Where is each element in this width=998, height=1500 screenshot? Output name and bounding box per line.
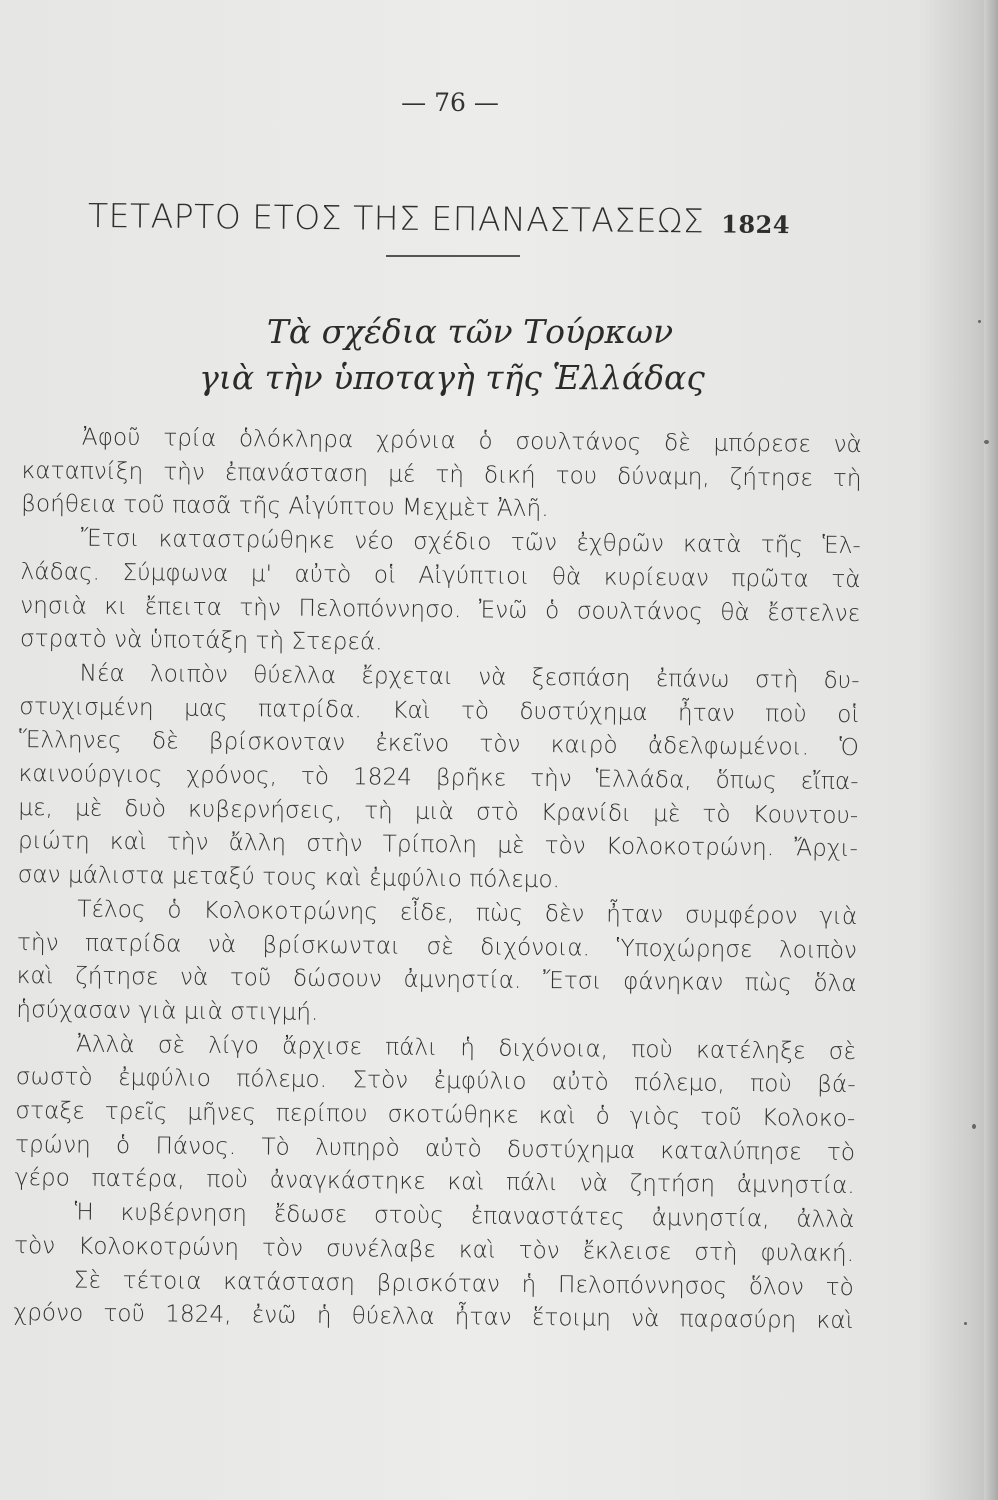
body-line: Σὲ τέτοια κατάσταση βρισκόταν ἡ Πελοπόννησος ὅλον τὸ <box>73 1266 854 1301</box>
body-line: τρώνη ὁ Πάνος. Τὸ λυπηρὸ αὐτὸ δυστύχημα καταλύπησε τὸ <box>14 1130 856 1166</box>
body-line: βοήθεια τοῦ πασᾶ τῆς Αἰγύπτου Μεχμὲτ Ἀλῆ. <box>21 490 549 523</box>
body-line: γέρο πατέρα, ποὺ ἀναγκάστηκε καὶ πάλι νὰ ζητήση ἀμνηστία. <box>14 1164 855 1200</box>
body-line: ριώτη καὶ τὴν ἄλλη στὴν Τρίπολη μὲ τὸν Κολοκοτρώνη. Ἄρχι- <box>17 827 859 863</box>
body-line: στρατὸ νὰ ὑποτάξη τὴ Στερεά. <box>19 625 383 656</box>
body-line: στυχισμένη μας πατρίδα. Καὶ τὸ δυστύχημα ἦταν ποὺ οἱ <box>19 692 860 728</box>
paper-speck <box>984 440 989 444</box>
chapter-heading <box>88 196 848 242</box>
body-line: με, μὲ δυὸ κυβερνήσεις, τὴ μιὰ στὸ Κρανίδι μὲ τὸ Κουντου- <box>18 793 859 829</box>
body-line: Ἕλληνες δὲ βρίσκονταν ἐκεῖνο τὸν καιρὸ ἀδελφωμένοι. Ὁ <box>18 726 860 762</box>
body-line: χρόνο τοῦ 1824, ἐνῶ ἡ θύελλα ἦταν ἕτοιμη νὰ παρασύρη καὶ <box>13 1299 854 1335</box>
body-line: τὸν Κολοκοτρώνη τὸν συνέλαβε καὶ τὸν ἔκλεισε στὴ φυλακή. <box>13 1231 855 1267</box>
paper-speck <box>964 1322 967 1325</box>
chapter-heading-text: ΤΕΤΑΡΤΟ ΕΤΟΣ ΤΗΣ ΕΠΑΝΑΣΤΑΣΕΩΣ <box>87 196 705 241</box>
body-line: νησιὰ κι ἔπειτα τὴν Πελοπόννησο. Ἐνῶ ὁ σουλτάνος θὰ ἔστελνε <box>20 591 861 627</box>
section-title-line-1: Τὰ σχέδια τῶν Τούρκων <box>266 312 674 351</box>
body-line: Ἀλλὰ σὲ λίγο ἄρχισε πάλι ἡ διχόνοια, ποὺ κατέληξε σὲ <box>75 1030 857 1065</box>
body-line: καταπνίξη τὴν ἐπανάσταση μέ τὴ δική του δύναμη, ζήτησε τὴ <box>21 456 862 492</box>
page-number: — 76 — <box>401 88 499 117</box>
body-line: σωστὸ ἐμφύλιο πόλεμο. Στὸν ἐμφύλιο αὐτὸ πόλεμο, ποὺ βά- <box>15 1063 856 1099</box>
paper-speck <box>978 320 981 323</box>
body-line: λάδας. Σύμφωνα μ' αὐτὸ οἱ Αἰγύπτιοι θὰ κυρίευαν πρῶτα τὰ <box>20 557 861 593</box>
body-line: Ἡ κυβέρνηση ἔδωσε στοὺς ἐπαναστάτες ἀμνηστία, ἀλλὰ <box>74 1198 855 1234</box>
body-line: Ἔτσι καταστρώθηκε νέο σχέδιο τῶν ἐχθρῶν κατὰ τῆς Ἑλ- <box>80 524 861 560</box>
body-line: τὴν πατρίδα νὰ βρίσκωνται σὲ διχόνοια. Ὑποχώρησε λοιπὸν <box>16 928 858 964</box>
body-line: Ἀφοῦ τρία ὁλόκληρα χρόνια ὁ σουλτάνος δὲ μπόρεσε νὰ <box>81 423 862 459</box>
body-line: σαν μάλιστα μεταξύ τους καὶ ἐμφύλιο πόλεμο. <box>17 861 561 894</box>
body-line: Τέλος ὁ Κολοκοτρώνης εἶδε, πὼς δὲν ἦταν συμφέρον γιὰ <box>77 895 858 930</box>
body-line: Νέα λοιπὸν θύελλα ἔρχεται νὰ ξεσπάση ἐπάνω στὴ δυ- <box>79 659 860 694</box>
body-line: καὶ ζήτησε νὰ τοῦ δώσουν ἀμνηστία. Ἔτσι φάνηκαν πὼς ὅλα <box>16 962 857 998</box>
paper-speck <box>972 1124 976 1129</box>
body-line: καινούργιος χρόνος, τὸ 1824 βρῆκε τὴν Ἑλλάδα, ὅπως εἴπα- <box>18 760 859 796</box>
body-line: σταξε τρεῖς μῆνες περίπου σκοτώθηκε καὶ ὁ γιὸς τοῦ Κολοκο- <box>15 1097 856 1133</box>
section-title-line-2: γιὰ τὴν ὑποταγὴ τῆς Ἑλλάδας <box>199 358 705 397</box>
heading-divider <box>386 255 520 257</box>
body-text <box>13 420 862 1338</box>
chapter-heading-year: 1824 <box>721 209 791 240</box>
page-edge-shadow <box>984 0 998 1500</box>
body-line: ἡσύχασαν γιὰ μιὰ στιγμή. <box>16 995 319 1026</box>
